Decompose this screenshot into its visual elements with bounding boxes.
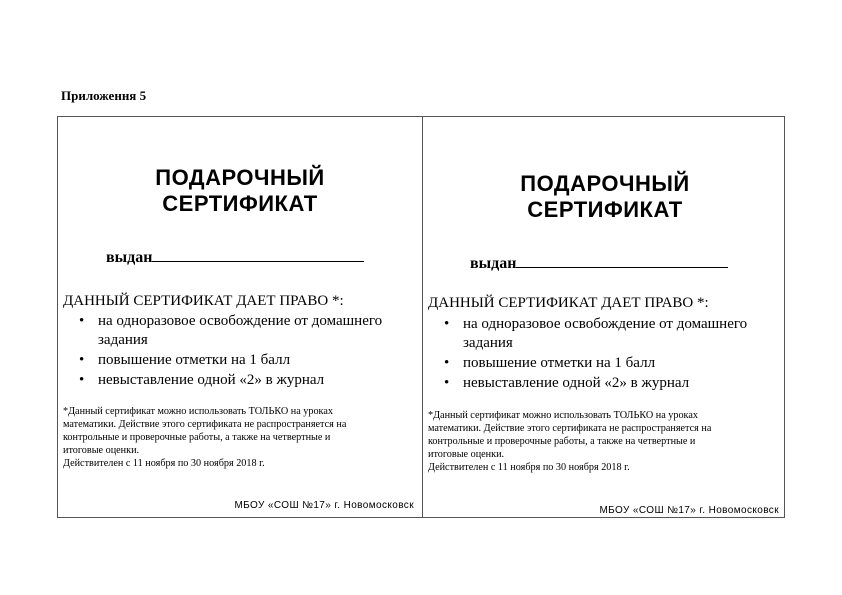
certificate-right	[423, 117, 787, 517]
note-line: итоговые оценки.	[63, 445, 140, 456]
issued-label: выдан	[470, 255, 517, 272]
rights-item: • невыставление одной «2» в журнал	[63, 371, 403, 390]
note-line: итоговые оценки.	[428, 449, 505, 460]
note-line: контрольные и проверочные работы, а также на четвертные и	[428, 436, 696, 447]
issued-to-row	[106, 247, 364, 267]
rights-list	[63, 312, 403, 391]
terms-note	[63, 405, 408, 470]
appendix-label: Приложення 5	[61, 88, 147, 103]
note-line: *Данный сертификат можно использовать ТОЛЬКО на уроках	[428, 410, 698, 421]
validity-line: Действителен с 11 ноября по 30 ноября 2018 г.	[63, 458, 265, 469]
rights-item: • повышение отметки на 1 балл	[63, 351, 403, 370]
terms-note	[428, 409, 773, 474]
note-line: контрольные и проверочные работы, а также на четвертные и	[63, 432, 331, 443]
issued-to-row	[470, 253, 728, 273]
school-name: МБОУ «СОШ №17» г. Новомосковск	[234, 500, 414, 511]
issued-label: выдан	[106, 249, 153, 266]
rights-heading: ДАННЫЙ СЕРТИФИКАТ ДАЕТ ПРАВО *:	[428, 295, 709, 311]
validity-line: Действителен с 11 ноября по 30 ноября 2018 г.	[428, 462, 630, 473]
title-line-2: СЕРТИФИКАТ	[162, 191, 318, 216]
rights-item: • повышение отметки на 1 балл	[428, 354, 768, 373]
certificate-sheet	[57, 116, 785, 518]
rights-item: • на одноразовое освобождение от домашнего задания	[428, 315, 768, 353]
certificate-left	[58, 117, 422, 517]
rights-item: • на одноразовое освобождение от домашнего задания	[63, 312, 403, 350]
rights-item: • невыставление одной «2» в журнал	[428, 374, 768, 393]
title-line-1: ПОДАРОЧНЫЙ	[155, 165, 325, 190]
rights-heading: ДАННЫЙ СЕРТИФИКАТ ДАЕТ ПРАВО *:	[63, 293, 344, 309]
issued-blank-line	[152, 247, 364, 262]
school-name: МБОУ «СОШ №17» г. Новомосковск	[599, 505, 779, 516]
issued-blank-line	[516, 253, 728, 268]
rights-list	[428, 315, 768, 394]
note-line: *Данный сертификат можно использовать ТОЛЬКО на уроках	[63, 406, 333, 417]
certificate-title	[58, 165, 422, 217]
note-line: математики. Действие этого сертификата не распространяется на	[428, 423, 712, 434]
title-line-1: ПОДАРОЧНЫЙ	[520, 171, 690, 196]
certificate-title	[423, 171, 787, 223]
note-line: математики. Действие этого сертификата не распространяется на	[63, 419, 347, 430]
title-line-2: СЕРТИФИКАТ	[527, 197, 683, 222]
